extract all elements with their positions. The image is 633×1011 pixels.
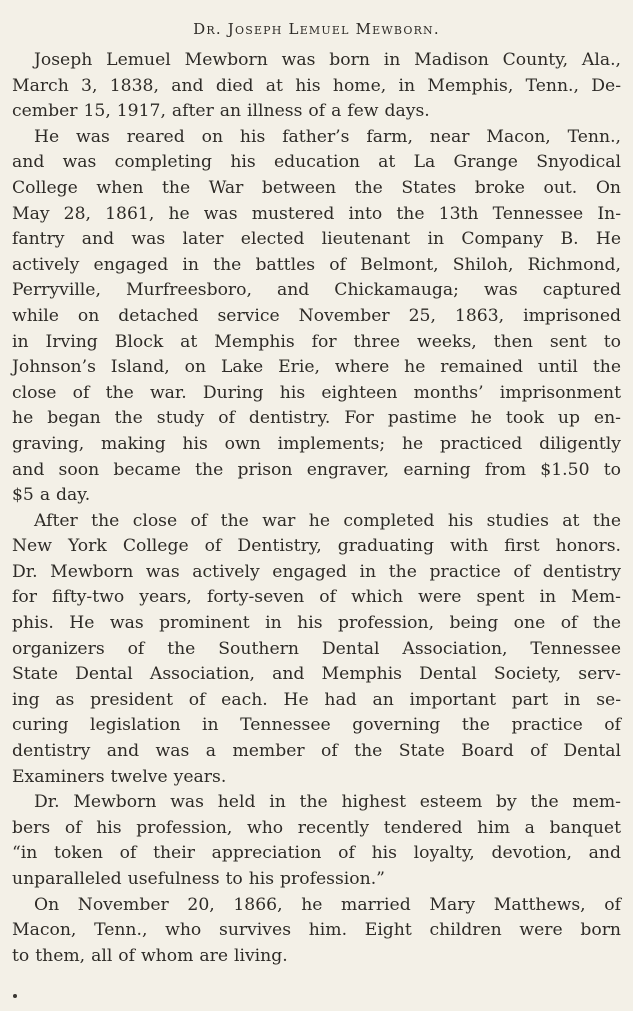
text-line: “in token of their appreciation of his loyalty, devotion, and bbox=[12, 843, 621, 864]
text-line: dentistry and was a member of the State Board of Dental bbox=[12, 741, 621, 762]
text-line: and soon became the prison engraver, earning from $1.50 to bbox=[12, 459, 621, 480]
text-line: On November 20, 1866, he married Mary Matthews, of bbox=[34, 894, 621, 915]
text-line: ing as president of each. He had an important part in se- bbox=[12, 689, 621, 710]
text-line: phis. He was prominent in his profession, being one of the bbox=[12, 613, 621, 634]
text-line: bers of his profession, who recently tendered him a banquet bbox=[12, 817, 621, 838]
text-line: Johnson’s Island, on Lake Erie, where he remained until the bbox=[12, 357, 621, 378]
text-line: Examiners twelve years. bbox=[12, 766, 227, 787]
text-line: and was completing his education at La Grange Snyodical bbox=[12, 152, 621, 173]
text-line: May 28, 1861, he was mustered into the 13th Tennessee In- bbox=[12, 203, 621, 224]
text-line: curing legislation in Tennessee governing the practice of bbox=[12, 715, 621, 736]
text-line: graving, making his own implements; he practiced diligently bbox=[12, 433, 621, 454]
text-line: unparalleled usefulness to his profession.” bbox=[12, 869, 385, 889]
page-title: Dr. Joseph Lemuel Mewborn. bbox=[193, 20, 440, 38]
text-line: New York College of Dentistry, graduating with first honors. bbox=[12, 536, 621, 557]
text-line: while on detached service November 25, 1863, imprisoned bbox=[12, 305, 621, 326]
text-line: March 3, 1838, and died at his home, in Memphis, Tenn., De- bbox=[12, 75, 621, 96]
text-line: College when the War between the States broke out. On bbox=[12, 177, 621, 198]
text-line: organizers of the Southern Dental Association, Tennessee bbox=[12, 638, 621, 659]
text-line: close of the war. During his eighteen months’ imprisonment bbox=[12, 382, 621, 403]
text-line: Macon, Tenn., who survives him. Eight children were born bbox=[12, 920, 621, 941]
text-line: Dr. Mewborn was actively engaged in the practice of dentistry bbox=[12, 561, 621, 582]
text-line: Dr. Mewborn was held in the highest esteem by the mem- bbox=[34, 792, 621, 813]
text-line: Joseph Lemuel Mewborn was born in Madison County, Ala., bbox=[34, 50, 621, 70]
text-line: fantry and was later elected lieutenant in Company B. He bbox=[12, 229, 621, 250]
text-line: State Dental Association, and Memphis Dental Society, serv- bbox=[12, 664, 621, 685]
text-line: After the close of the war he completed his studies at the bbox=[34, 510, 621, 531]
text-line: to them, all of whom are living. bbox=[12, 945, 288, 966]
text-line: He was reared on his father’s farm, near Macon, Tenn., bbox=[34, 126, 621, 147]
text-line: actively engaged in the battles of Belmont, Shiloh, Richmond, bbox=[12, 254, 621, 275]
text-line: cember 15, 1917, after an illness of a few days. bbox=[12, 101, 430, 122]
text-line: for fifty-two years, forty-seven of which were spent in Mem- bbox=[12, 587, 621, 608]
text-line: Perryville, Murfreesboro, and Chickamauga; was captured bbox=[12, 280, 621, 301]
text-line: in Irving Block at Memphis for three weeks, then sent to bbox=[12, 331, 621, 352]
text-line: he began the study of dentistry. For pastime he took up en- bbox=[12, 408, 621, 429]
ink-dot bbox=[13, 994, 17, 998]
text-line: $5 a day. bbox=[12, 485, 91, 506]
